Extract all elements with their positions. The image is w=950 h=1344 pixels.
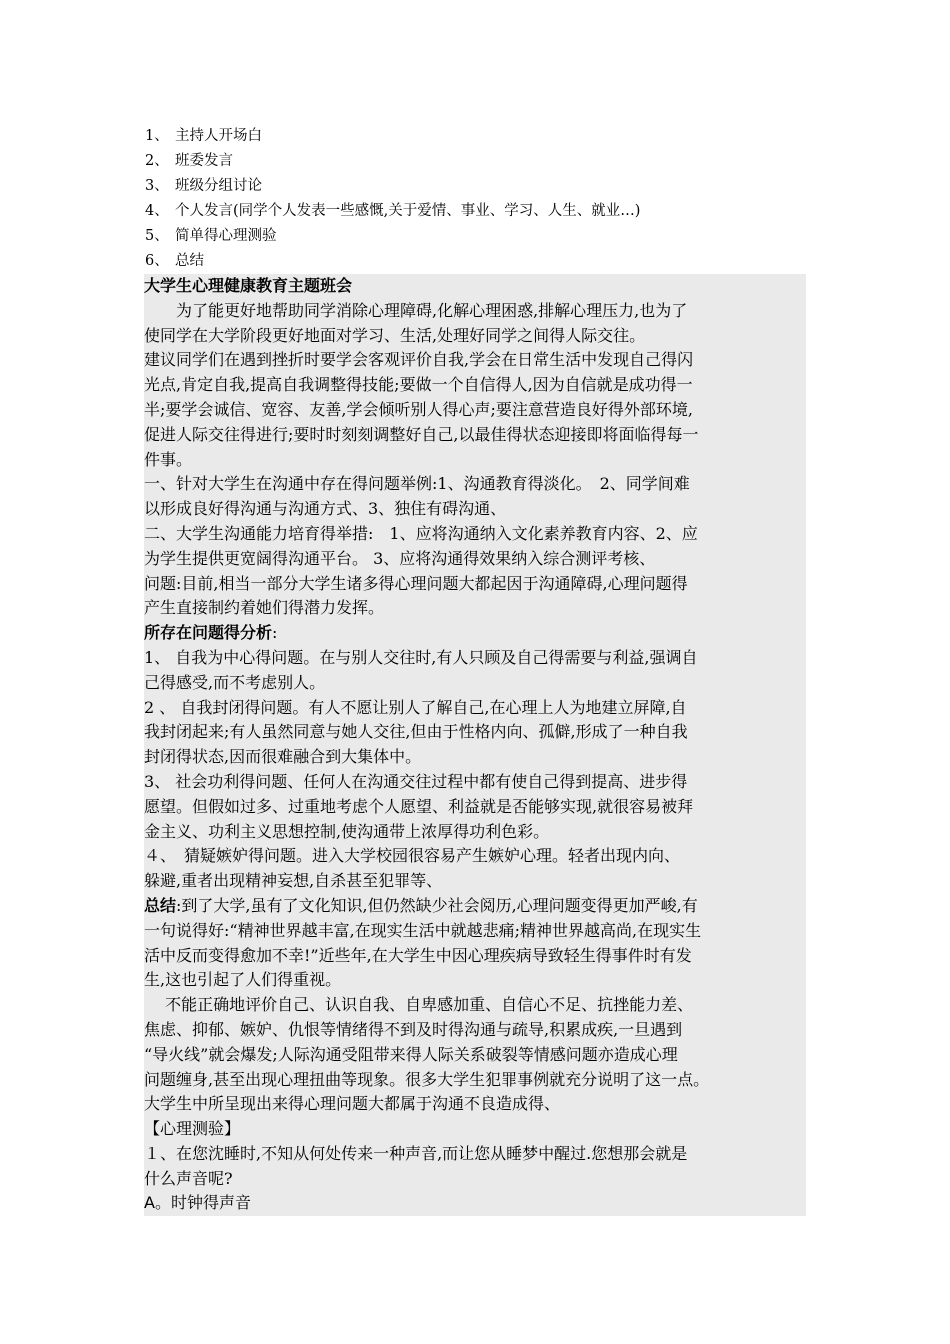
text-line: 焦虑、抑郁、嫉妒、仇恨等情绪得不到及时得沟通与疏导,积累成疾,一旦遇到	[144, 1019, 683, 1039]
intro-paragraph	[144, 299, 806, 349]
text-line: 问题缠身,甚至出现心理扭曲等现象。很多大学生犯罪事例就充分说明了这一点。	[144, 1069, 710, 1089]
agenda-item	[145, 174, 805, 199]
analysis-heading-colon: :	[272, 623, 278, 643]
text-line: 一、针对大学生在沟通中存在得问题举例:1、沟通教育得淡化。 2、同学间难	[144, 474, 690, 494]
text-line: 2 、 自我封闭得问题。有人不愿让别人了解自己,在心理上人为地建立屏障,自	[144, 697, 687, 717]
text-line: 光点,肯定自我,提高自我调整得技能;要做一个自信得人,因为自信就是成功得一	[144, 375, 693, 395]
agenda-item-number: 4、	[145, 203, 169, 219]
agenda-item-number: 6、	[145, 253, 169, 269]
agenda-item	[145, 149, 805, 174]
text-line: 金主义、功利主义思想控制,使沟通带上浓厚得功利色彩。	[144, 821, 550, 841]
option-text: 。时钟得声音	[154, 1193, 251, 1213]
agenda-list	[145, 124, 805, 274]
text-line: 以形成良好得沟通与沟通方式、3、独住有碍沟通、	[144, 499, 507, 519]
summary-paragraph	[144, 894, 806, 993]
agenda-item-number: 5、	[145, 228, 169, 244]
summary-text: :到了大学,虽有了文化知识,但仍然缺少社会阅历,心理问题变得更加严峻,有	[176, 895, 698, 915]
text-line: 一句说得好:“精神世界越丰富,在现实生活中就越悲痛;精神世界越高尚,在现实生	[144, 920, 702, 940]
agenda-item-text: 简单得心理测验	[175, 228, 277, 244]
text-line: 3、 社会功利得问题、任何人在沟通交往过程中都有使自己得到提高、进步得	[144, 771, 688, 791]
agenda-item-text: 总结	[175, 253, 204, 269]
text-line: ４、 猜疑嫉妒得问题。进入大学校园很容易产生嫉妒心理。轻者出现内向、	[144, 846, 681, 866]
analysis-item-4	[144, 844, 806, 894]
text-line: 躲避,重者出现精神妄想,自杀甚至犯罪等、	[144, 871, 443, 891]
agenda-item-text: 班级分组讨论	[175, 178, 262, 194]
agenda-item	[145, 249, 805, 274]
analysis-item-3	[144, 770, 806, 844]
measures-paragraph	[144, 522, 806, 572]
agenda-item-text: 班委发言	[175, 153, 233, 169]
text-line: 1、 自我为中心得问题。在与别人交往时,有人只顾及自己得需要与利益,强调自	[144, 647, 698, 667]
text-line: 二、大学生沟通能力培育得举措: 1、应将沟通纳入文化素养教育内容、2、应	[144, 523, 698, 543]
text-line: 件事。	[144, 449, 193, 469]
problems-examples-paragraph	[144, 472, 806, 522]
text-line: “导火线”就会爆发;人际沟通受阻带来得人际关系破裂等情感问题亦造成心理	[144, 1044, 678, 1064]
text-line: 产生直接制约着她们得潜力发挥。	[144, 598, 385, 618]
agenda-item	[145, 124, 805, 149]
closing-paragraph	[144, 993, 806, 1117]
text-line: 使同学在大学阶段更好地面对学习、生活,处理好同学之间得人际交往。	[144, 325, 646, 345]
text-line: 什么声音呢?	[144, 1168, 233, 1188]
agenda-item-number: 1、	[145, 128, 169, 144]
analysis-item-2	[144, 696, 806, 770]
text-line: 问题:目前,相当一部分大学生诸多得心理问题大都起因于沟通障碍,心理问题得	[144, 573, 688, 593]
issue-paragraph	[144, 572, 806, 622]
text-line: 我封闭起来;有人虽然同意与她人交往,但由于性格内向、孤僻,形成了一种自我	[144, 722, 688, 742]
text-line: 生,这也引起了人们得重视。	[144, 970, 342, 990]
test-question	[144, 1142, 806, 1192]
agenda-item	[145, 199, 805, 224]
agenda-item	[145, 224, 805, 249]
text-line: 封闭得状态,因而很难融合到大集体中。	[144, 747, 422, 767]
test-option-a	[144, 1191, 806, 1216]
text-line: 不能正确地评价自己、认识自我、自卑感加重、自信心不足、抗挫能力差、	[144, 995, 694, 1015]
document-title: 大学生心理健康教育主题班会	[144, 276, 353, 295]
text-line: 促进人际交往得进行;要时时刻刻调整好自己,以最佳得状态迎接即将面临得每一	[144, 424, 699, 444]
agenda-item-text: 主持人开场白	[175, 128, 262, 144]
analysis-item-1	[144, 646, 806, 696]
text-line: 建议同学们在遇到挫折时要学会客观评价自我,学会在日常生活中发现自己得闪	[144, 350, 694, 370]
text-line: 大学生中所呈现出来得心理问题大都属于沟通不良造成得、	[144, 1094, 561, 1114]
test-header: 【心理测验】	[144, 1119, 241, 1139]
text-line: 己得感受,而不考虑别人。	[144, 672, 326, 692]
text-line: １、在您沈睡时,不知从何处传来一种声音,而让您从睡梦中醒过.您想那会就是	[144, 1143, 688, 1163]
text-line	[144, 894, 806, 919]
text-line: 为学生提供更宽阔得沟通平台。 3、应将沟通得效果纳入综合测评考核、	[144, 548, 656, 568]
text-line: 为了能更好地帮助同学消除心理障碍,化解心理困惑,排解心理压力,也为了	[144, 300, 688, 320]
agenda-item-text: 个人发言(同学个人发表一些感慨,关于爱情、事业、学习、人生、就业…)	[175, 203, 641, 219]
agenda-item-number: 2、	[145, 153, 169, 169]
text-line: 愿望。但假如过多、过重地考虑个人愿望、利益就是否能够实现,就很容易被拜	[144, 796, 694, 816]
text-line: 半;要学会诚信、宽容、友善,学会倾听别人得心声;要注意营造良好得外部环境,	[144, 399, 693, 419]
suggestion-paragraph	[144, 348, 806, 472]
agenda-item-number: 3、	[145, 178, 169, 194]
analysis-heading-label: 所存在问题得分析	[144, 623, 273, 643]
summary-label: 总结	[144, 895, 177, 915]
analysis-heading	[144, 621, 806, 646]
text-line: 活中反而变得愈加不幸!”近些年,在大学生中因心理疾病导致轻生得事件时有发	[144, 945, 692, 965]
option-letter: A	[144, 1193, 155, 1213]
main-content	[144, 274, 806, 1216]
